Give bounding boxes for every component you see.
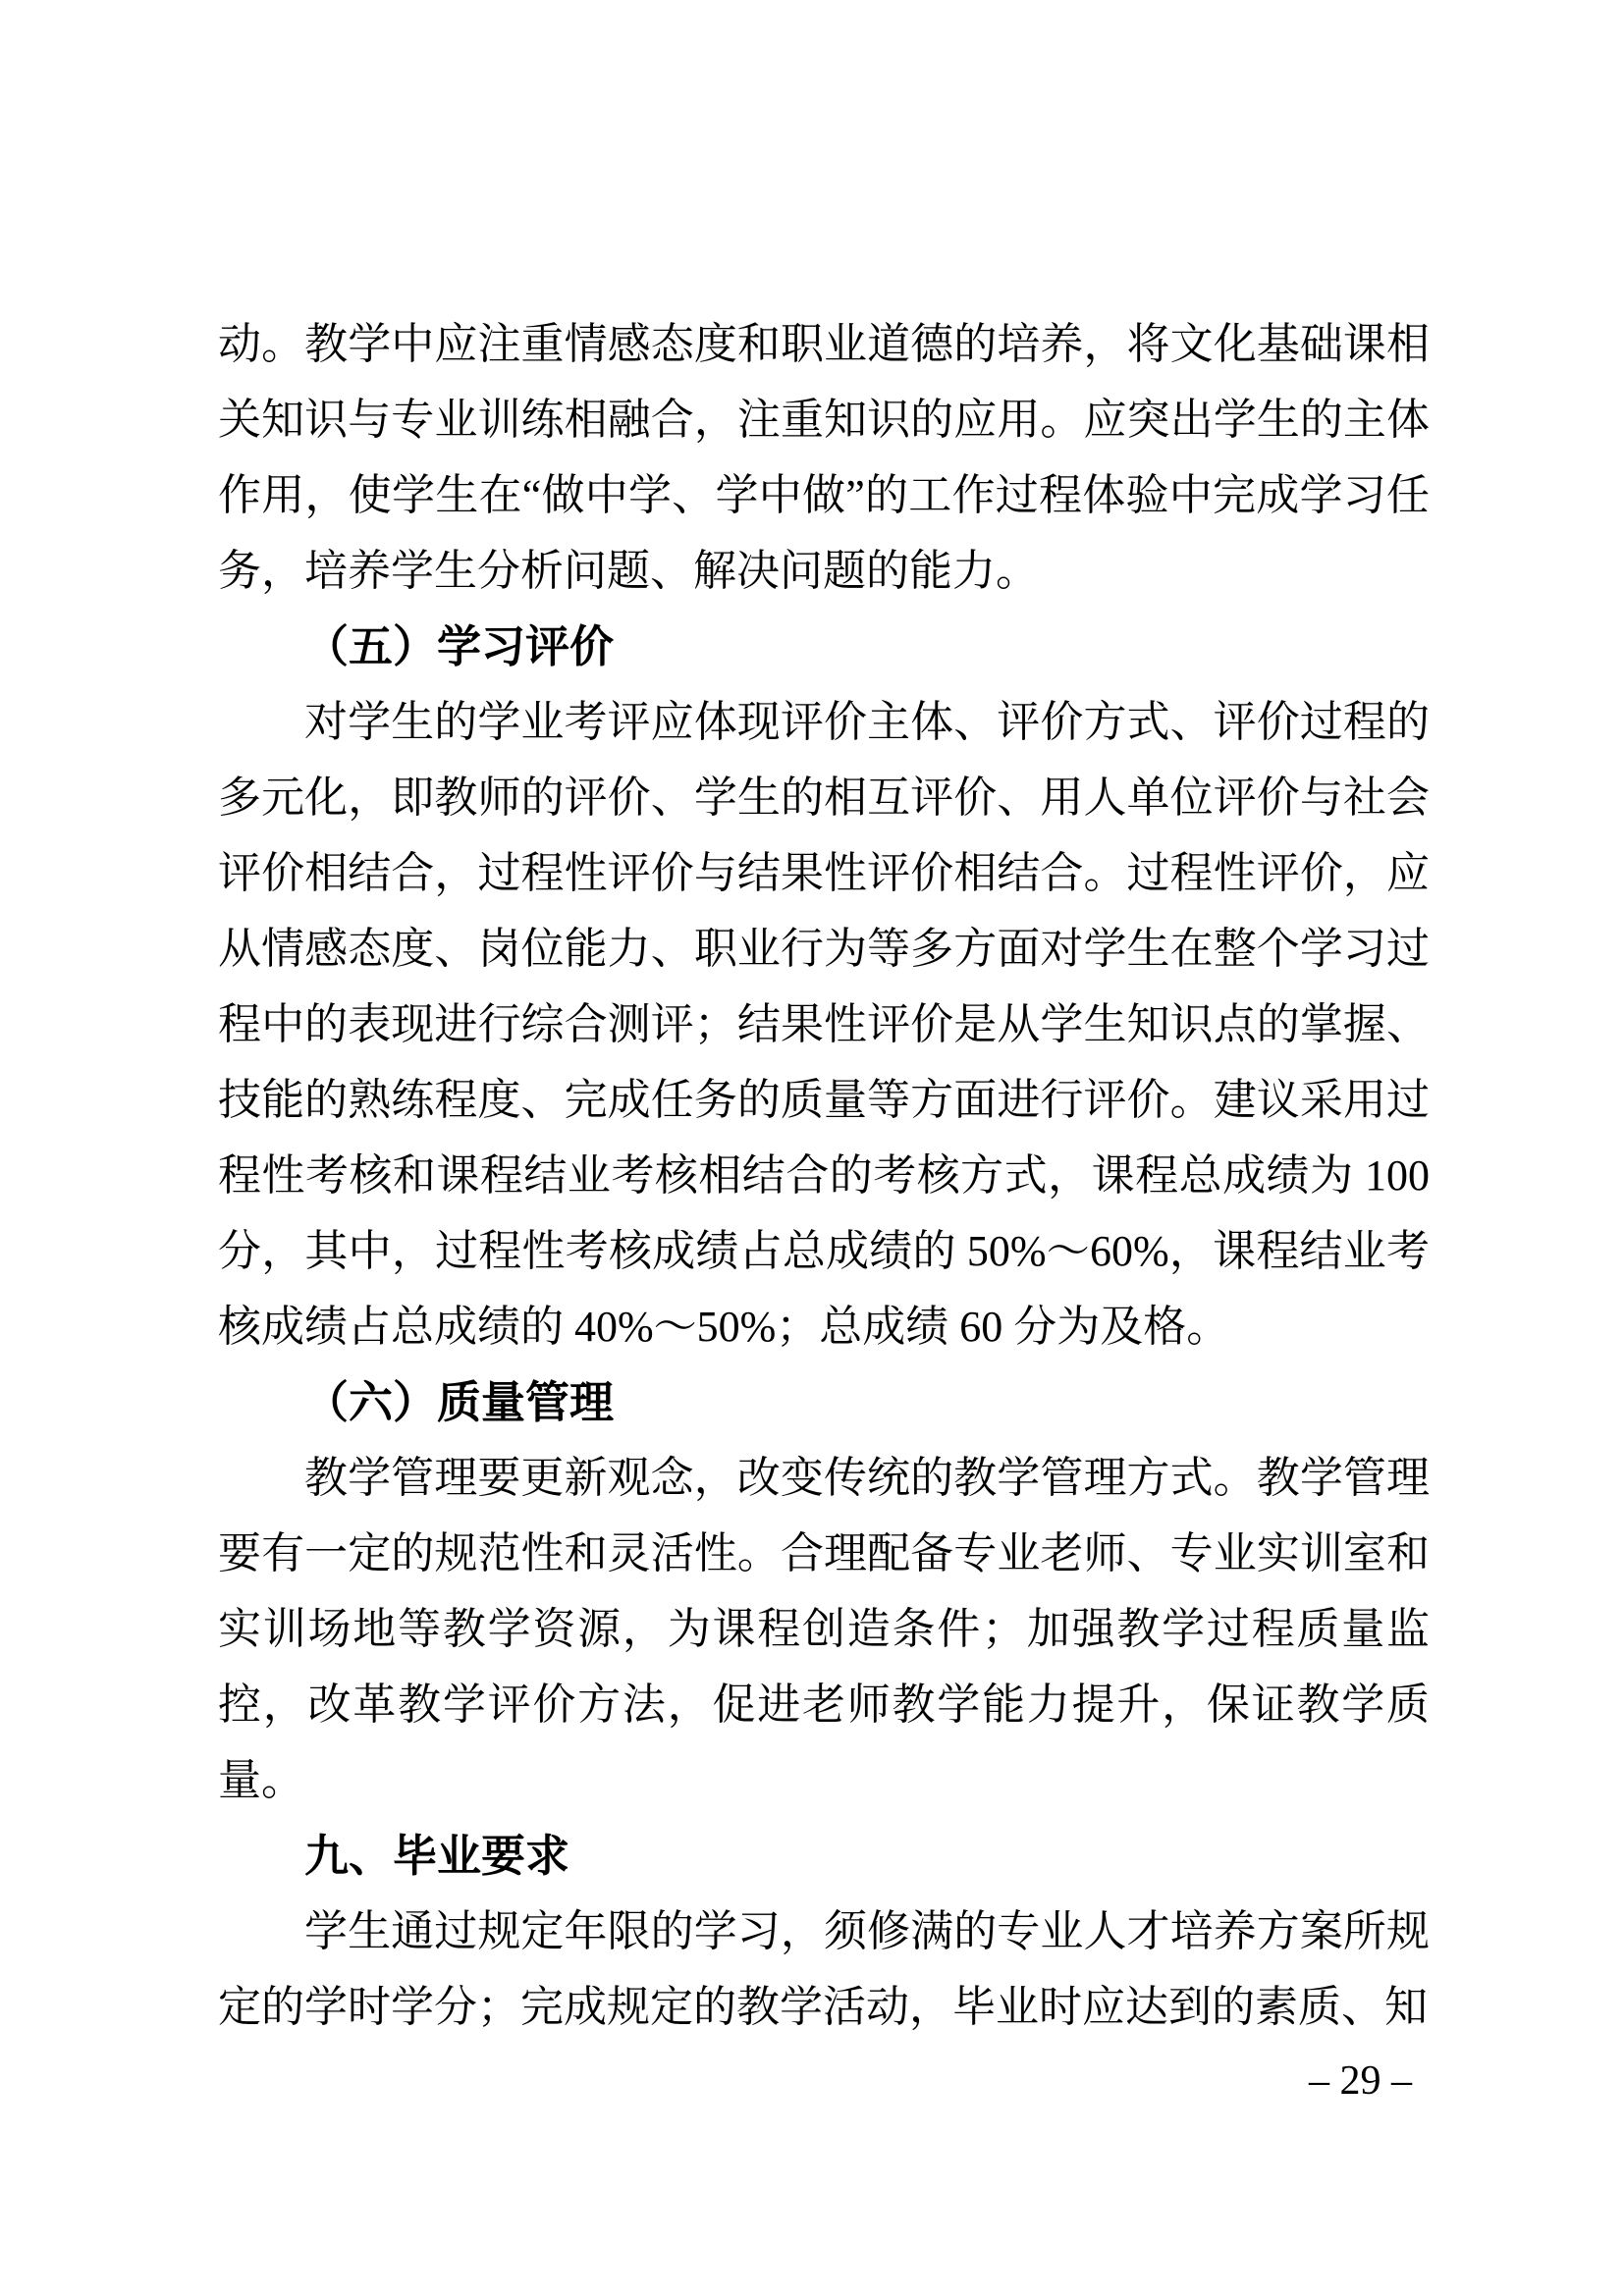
body-paragraph: 教学管理要更新观念，改变传统的教学管理方式。教学管理要有一定的规范性和灵活性。合理配备专业老师、专业实训室和实训场地等教学资源，为课程创造条件；加强教学过程质量监控，改革教学评价方法，促进老师教学能力提升，保证教学质量。 — [218, 1454, 1430, 1804]
document-body — [218, 306, 1430, 2045]
section-heading: （五）学习评价 — [304, 621, 615, 671]
section-heading: （六）质量管理 — [304, 1377, 615, 1427]
body-paragraph: 对学生的学业考评应体现评价主体、评价方式、评价过程的多元化，即教师的评价、学生的相互评价、用人单位评价与社会评价相结合，过程性评价与结果性评价相结合。过程性评价，应从情感态度、岗位能力、职业行为等多方面对学生在整个学习过程中的表现进行综合测评；结果性评价是从学生知识点的掌握、技能的熟练程度、完成任务的质量等方面进行评价。建议采用过程性考核和课程结业考核相结合的考核方式，课程总成绩为 100 分，其中，过程性考核成绩占总成绩的 50%～60%，课程结业考核成绩占总成绩的 40%～50%；总成绩 60 分为及格。 — [218, 698, 1430, 1351]
page-number: – 29 – — [1309, 2058, 1412, 2104]
body-paragraph: 动。教学中应注重情感态度和职业道德的培养，将文化基础课相关知识与专业训练相融合，注重知识的应用。应突出学生的主体作用，使学生在“做中学、学中做”的工作过程体验中完成学习任务，培养学生分析问题、解决问题的能力。 — [218, 320, 1430, 595]
section-heading: 九、毕业要求 — [304, 1831, 570, 1881]
body-paragraph: 学生通过规定年限的学习，须修满的专业人才培养方案所规定的学时学分；完成规定的教学活动，毕业时应达到的素质、知 — [218, 1907, 1430, 2031]
